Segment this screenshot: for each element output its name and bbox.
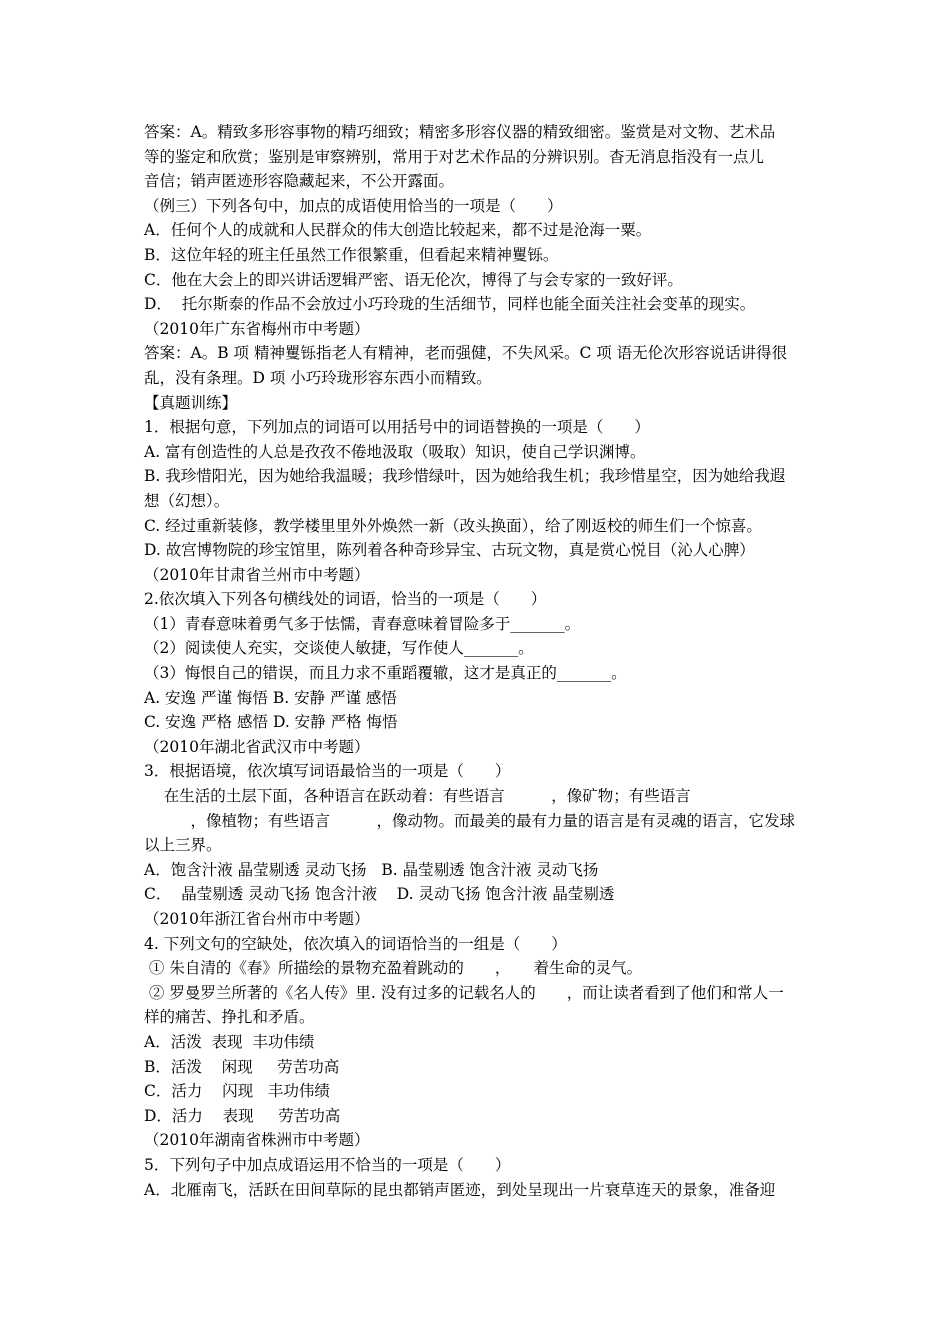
text-line: C．他在大会上的即兴讲话逻辑严密、语无伦次，博得了与会专家的一致好评。	[144, 270, 683, 289]
text-line: A．北雁南飞，活跃在田间草际的昆虫都销声匿迹，到处呈现出一片衰草连天的景象，准备迎	[144, 1180, 776, 1199]
text-line: 1．根据句意，下列加点的词语可以用括号中的词语替换的一项是（ ）	[144, 418, 650, 437]
text-line: 5．下列句子中加点成语运用不恰当的一项是（ ）	[144, 1155, 511, 1174]
text-line: A. 富有创造性的人总是孜孜不倦地汲取（吸取）知识，使自己学识渊博。	[144, 442, 646, 461]
text-line: 答案：A。精致多形容事物的精巧细致；精密多形容仪器的精致细密。鉴赏是对文物、艺术品	[144, 123, 776, 141]
text-line: A. 安逸 严谨 悔悟 B. 安静 严谨 感悟	[144, 688, 397, 707]
text-line: D． 托尔斯泰的作品不会放过小巧玲珑的生活细节，同样也能全面关注社会变革的现实。	[144, 295, 756, 314]
text-line: （2010年广东省梅州市中考题）	[144, 319, 370, 338]
text-line: 3．根据语境，依次填写词语最恰当的一项是（ ）	[144, 762, 511, 781]
text-line: A．活泼 表现 丰功伟绩	[144, 1032, 315, 1051]
text-line: （2）阅读使人充实，交谈使人敏捷，写作使人_______。	[144, 639, 534, 658]
text-line: B．这位年轻的班主任虽然工作很繁重，但看起来精神矍铄。	[144, 245, 559, 264]
text-line: （1）青春意味着勇气多于怯懦，青春意味着冒险多于_______。	[144, 614, 581, 633]
text-line: 4. 下列文句的空缺处，依次填入的词语恰当的一组是（ ）	[144, 934, 567, 953]
text-line: 2.依次填入下列各句横线处的词语，恰当的一项是（ ）	[144, 590, 547, 609]
text-line: （例三）下列各句中，加点的成语使用恰当的一项是（ ）	[144, 196, 563, 215]
text-line: 音信；销声匿迹形容隐藏起来，不公开露面。	[144, 172, 455, 191]
text-line: （2010年浙江省台州市中考题）	[144, 910, 370, 928]
text-line: C. 安逸 严格 感悟 D. 安静 严格 悔悟	[144, 713, 398, 732]
text-line: 在生活的土层下面，各种语言在跃动着：有些语言 ，像矿物；有些语言	[144, 787, 691, 806]
text-line: 等的鉴定和欣赏；鉴别是审察辨别，常用于对艺术作品的分辨识别。杳无消息指没有一点儿	[144, 147, 765, 166]
text-line: B. 我珍惜阳光，因为她给我温暖；我珍惜绿叶，因为她给我生机；我珍惜星空，因为她给我遐	[144, 467, 786, 486]
text-line: A．饱含汁液 晶莹剔透 灵动飞扬 B. 晶莹剔透 饱含汁液 灵动飞扬	[144, 860, 599, 879]
text-line: 想（幻想）。	[144, 491, 230, 510]
text-line: 答案：A。B 项 精神矍铄指老人有精神，老而强健，不失风采。C 项 语无伦次形容说话讲得很	[144, 344, 788, 363]
section-heading: 【真题训练】	[144, 393, 238, 412]
text-line: （2010年湖北省武汉市中考题）	[144, 737, 370, 756]
text-line: 乱，没有条理。D 项 小巧玲珑形容东西小而精致。	[144, 368, 492, 387]
text-line: （3）悔恨自己的错误，而且力求不重蹈覆辙，这才是真正的_______。	[144, 664, 627, 683]
text-line: D．活力 表现 劳苦功高	[144, 1106, 341, 1125]
text-line: ，像植物；有些语言 ，像动物。而最美的最有力量的语言是有灵魂的语言，它发球	[144, 811, 796, 830]
text-line: C．活力 闪现 丰功伟绩	[144, 1082, 330, 1101]
text-line: ① 朱自清的《春》所描绘的景物充盈着跳动的 ， 着生命的灵气。	[144, 959, 643, 978]
document-body	[144, 120, 816, 1202]
text-line: （2010年甘肃省兰州市中考题）	[144, 565, 370, 584]
text-line: B．活泼 闲现 劳苦功高	[144, 1057, 340, 1076]
text-line: D. 故宫博物院的珍宝馆里，陈列着各种奇珍异宝、古玩文物，真是赏心悦目（沁人心脾）	[144, 541, 755, 560]
text-line: 以上三界。	[144, 836, 222, 855]
text-line: A．任何个人的成就和人民群众的伟大创造比较起来，都不过是沧海一粟。	[144, 221, 652, 240]
text-line: C． 晶莹剔透 灵动飞扬 饱含汁液 D. 灵动飞扬 饱含汁液 晶莹剔透	[144, 885, 615, 904]
text-line: 样的痛苦、挣扎和矛盾。	[144, 1008, 315, 1027]
text-line: ② 罗曼罗兰所著的《名人传》里. 没有过多的记载名人的 ，而让读者看到了他们和常人一	[144, 983, 784, 1002]
text-line: （2010年湖南省株洲市中考题）	[144, 1131, 370, 1150]
text-line: C. 经过重新装修，教学楼里里外外焕然一新（改头换面），给了刚返校的师生们一个惊喜。	[144, 516, 762, 535]
